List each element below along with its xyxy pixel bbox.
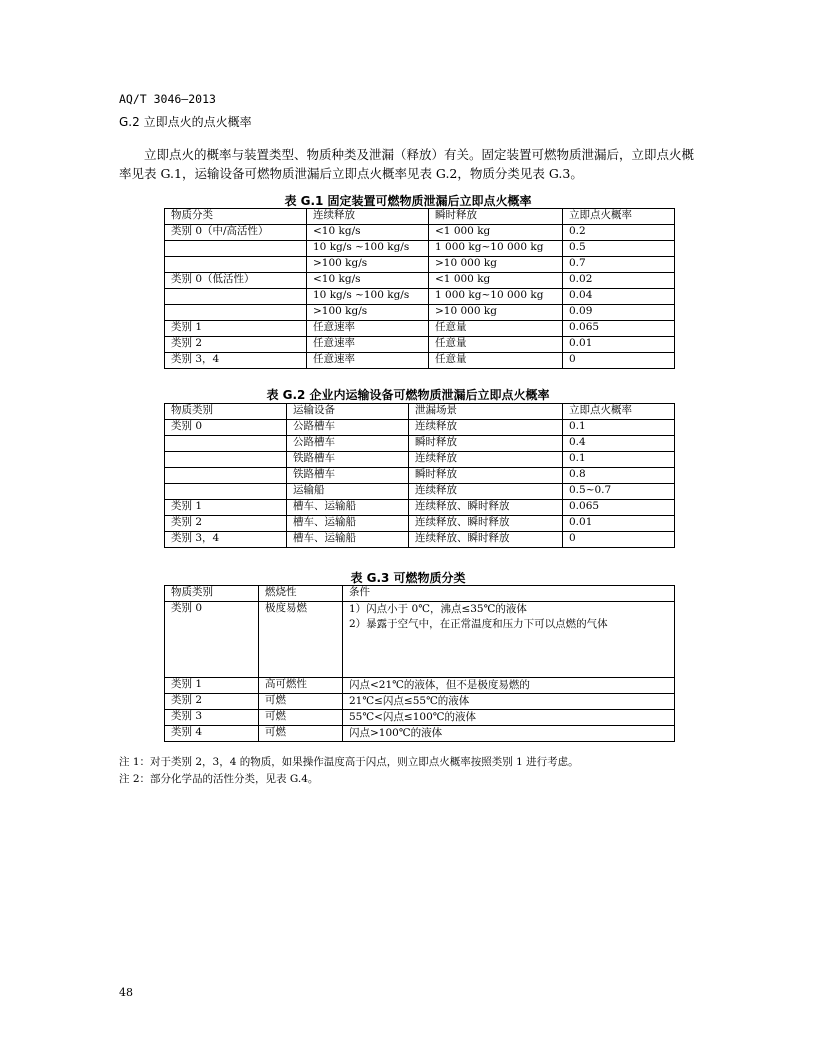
table-cell: 0.8 xyxy=(563,468,675,484)
document-id: AQ/T 3046—2013 xyxy=(119,92,216,106)
table-cell xyxy=(165,468,287,484)
table-row xyxy=(165,257,675,273)
table-cell: 0 xyxy=(563,532,675,548)
condition-line: 21℃≤闪点≤55℃的液体 xyxy=(349,695,470,707)
table-g1-caption: 表 G.1 固定装置可燃物质泄漏后立即点火概率 xyxy=(284,194,532,208)
table-cell: 类别 2 xyxy=(165,337,307,353)
table-g3-caption: 表 G.3 可燃物质分类 xyxy=(350,571,466,585)
category-cell: 类别 1 xyxy=(165,678,259,694)
table-cell: 类别 2 xyxy=(165,516,287,532)
table-row xyxy=(165,305,675,321)
header-cell: 连续释放 xyxy=(307,209,429,225)
table-cell: 类别 3，4 xyxy=(165,532,287,548)
table-row xyxy=(165,337,675,353)
combustibility-cell: 可燃 xyxy=(259,726,343,742)
table-cell: 类别 3，4 xyxy=(165,353,307,369)
table-cell: 类别 1 xyxy=(165,321,307,337)
combustibility-cell: 可燃 xyxy=(259,694,343,710)
condition-cell xyxy=(343,694,675,710)
header-cell: 泄漏场景 xyxy=(409,404,563,420)
table-cell xyxy=(165,305,307,321)
table-cell: 连续释放 xyxy=(409,484,563,500)
header-cell: 瞬时释放 xyxy=(429,209,563,225)
combustibility-cell: 极度易燃 xyxy=(259,602,343,678)
table-row xyxy=(165,225,675,241)
header-cell: 物质类别 xyxy=(165,586,259,602)
table-header-row xyxy=(165,209,675,225)
table-cell: 任意量 xyxy=(429,337,563,353)
condition-line: 1）闪点小于 0℃，沸点≤35℃的液体 xyxy=(349,603,527,615)
table-cell: 0.065 xyxy=(563,500,675,516)
table-cell: >100 kg/s xyxy=(307,305,429,321)
table-cell: 0.1 xyxy=(563,420,675,436)
table-cell: 铁路槽车 xyxy=(287,468,409,484)
table-cell: 铁路槽车 xyxy=(287,452,409,468)
table-cell xyxy=(165,484,287,500)
condition-line: 55℃<闪点≤100℃的液体 xyxy=(349,711,476,723)
table-cell: 类别 0（低活性） xyxy=(165,273,307,289)
table-cell xyxy=(165,436,287,452)
table-row xyxy=(165,710,675,726)
table-cell: 0.4 xyxy=(563,436,675,452)
table-row xyxy=(165,452,675,468)
table-g3 xyxy=(164,585,675,742)
combustibility-cell: 高可燃性 xyxy=(259,678,343,694)
table-cell: 0.01 xyxy=(563,337,675,353)
table-cell: 类别 0 xyxy=(165,420,287,436)
table-header-row xyxy=(165,404,675,420)
condition-cell xyxy=(343,726,675,742)
table-cell: 10 kg/s ~100 kg/s xyxy=(307,241,429,257)
table-row xyxy=(165,726,675,742)
intro-line-1: 立即点火的概率与装置类型、物质种类及泄漏（释放）有关。固定装置可燃物质泄漏后，立即点火概 xyxy=(144,147,695,162)
table-cell: 连续释放、瞬时释放 xyxy=(409,532,563,548)
table-cell: 公路槽车 xyxy=(287,420,409,436)
note-1: 注 1：对于类别 2，3，4 的物质，如果操作温度高于闪点，则立即点火概率按照类别 1 进行考虑。 xyxy=(119,756,579,768)
table-cell xyxy=(165,289,307,305)
condition-line: 闪点<21℃的液体，但不是极度易燃的 xyxy=(349,679,530,691)
table-cell: 0 xyxy=(563,353,675,369)
condition-cell xyxy=(343,602,675,678)
header-cell: 运输设备 xyxy=(287,404,409,420)
table-cell: 任意速率 xyxy=(307,321,429,337)
table-cell: 槽车、运输船 xyxy=(287,516,409,532)
header-cell: 立即点火概率 xyxy=(563,209,675,225)
table-cell: 0.2 xyxy=(563,225,675,241)
table-row xyxy=(165,289,675,305)
table-cell: 0.5~0.7 xyxy=(563,484,675,500)
table-cell: 任意速率 xyxy=(307,337,429,353)
section-heading: G.2 立即点火的点火概率 xyxy=(119,115,252,129)
table-cell: >10 000 kg xyxy=(429,305,563,321)
table-row xyxy=(165,484,675,500)
table-row xyxy=(165,694,675,710)
category-cell: 类别 3 xyxy=(165,710,259,726)
condition-line: 闪点>100℃的液体 xyxy=(349,727,443,739)
intro-line-2: 率见表 G.1，运输设备可燃物质泄漏后立即点火概率见表 G.2，物质分类见表 G.3。 xyxy=(119,166,583,181)
table-row xyxy=(165,532,675,548)
table-cell: >10 000 kg xyxy=(429,257,563,273)
table-cell: <1 000 kg xyxy=(429,273,563,289)
table-row xyxy=(165,468,675,484)
table-cell: 0.065 xyxy=(563,321,675,337)
table-cell: 瞬时释放 xyxy=(409,468,563,484)
header-cell: 物质分类 xyxy=(165,209,307,225)
table-cell: 0.02 xyxy=(563,273,675,289)
table-cell: <10 kg/s xyxy=(307,273,429,289)
header-cell: 立即点火概率 xyxy=(563,404,675,420)
category-cell: 类别 0 xyxy=(165,602,259,678)
table-cell: 任意量 xyxy=(429,321,563,337)
page-number: 48 xyxy=(119,986,133,999)
table-cell: 类别 0（中/高活性） xyxy=(165,225,307,241)
table-cell: 连续释放 xyxy=(409,452,563,468)
table-cell: <10 kg/s xyxy=(307,225,429,241)
table-row xyxy=(165,436,675,452)
condition-cell xyxy=(343,710,675,726)
table-cell: 1 000 kg~10 000 kg xyxy=(429,289,563,305)
table-g2 xyxy=(164,403,675,548)
table-cell: 0.01 xyxy=(563,516,675,532)
table-cell: 0.09 xyxy=(563,305,675,321)
table-row xyxy=(165,241,675,257)
table-cell: 0.04 xyxy=(563,289,675,305)
table-row xyxy=(165,500,675,516)
table-cell: 连续释放、瞬时释放 xyxy=(409,516,563,532)
note-2: 注 2：部分化学品的活性分类，见表 G.4。 xyxy=(119,773,319,785)
header-cell: 燃烧性 xyxy=(259,586,343,602)
table-cell: 任意量 xyxy=(429,353,563,369)
table-cell: 瞬时释放 xyxy=(409,436,563,452)
table-cell: 槽车、运输船 xyxy=(287,500,409,516)
table-row xyxy=(165,516,675,532)
condition-line: 2）暴露于空气中，在正常温度和压力下可以点燃的气体 xyxy=(349,618,608,630)
table-cell: <1 000 kg xyxy=(429,225,563,241)
table-cell: 任意速率 xyxy=(307,353,429,369)
header-cell: 物质类别 xyxy=(165,404,287,420)
table-row xyxy=(165,273,675,289)
table-row xyxy=(165,678,675,694)
table-cell: 0.7 xyxy=(563,257,675,273)
header-cell: 条件 xyxy=(343,586,675,602)
table-cell: 0.5 xyxy=(563,241,675,257)
table-row xyxy=(165,353,675,369)
category-cell: 类别 4 xyxy=(165,726,259,742)
table-cell: 0.1 xyxy=(563,452,675,468)
combustibility-cell: 可燃 xyxy=(259,710,343,726)
table-g1 xyxy=(164,208,675,369)
table-cell: 公路槽车 xyxy=(287,436,409,452)
table-header-row xyxy=(165,586,675,602)
table-cell: 连续释放、瞬时释放 xyxy=(409,500,563,516)
table-row xyxy=(165,602,675,678)
table-cell: 运输船 xyxy=(287,484,409,500)
condition-cell xyxy=(343,678,675,694)
table-cell xyxy=(165,241,307,257)
table-cell: 连续释放 xyxy=(409,420,563,436)
table-cell xyxy=(165,452,287,468)
table-row xyxy=(165,420,675,436)
table-cell xyxy=(165,257,307,273)
table-cell: >100 kg/s xyxy=(307,257,429,273)
table-g2-caption: 表 G.2 企业内运输设备可燃物质泄漏后立即点火概率 xyxy=(266,388,550,402)
table-cell: 槽车、运输船 xyxy=(287,532,409,548)
table-row xyxy=(165,321,675,337)
table-cell: 1 000 kg~10 000 kg xyxy=(429,241,563,257)
table-cell: 类别 1 xyxy=(165,500,287,516)
table-cell: 10 kg/s ~100 kg/s xyxy=(307,289,429,305)
category-cell: 类别 2 xyxy=(165,694,259,710)
